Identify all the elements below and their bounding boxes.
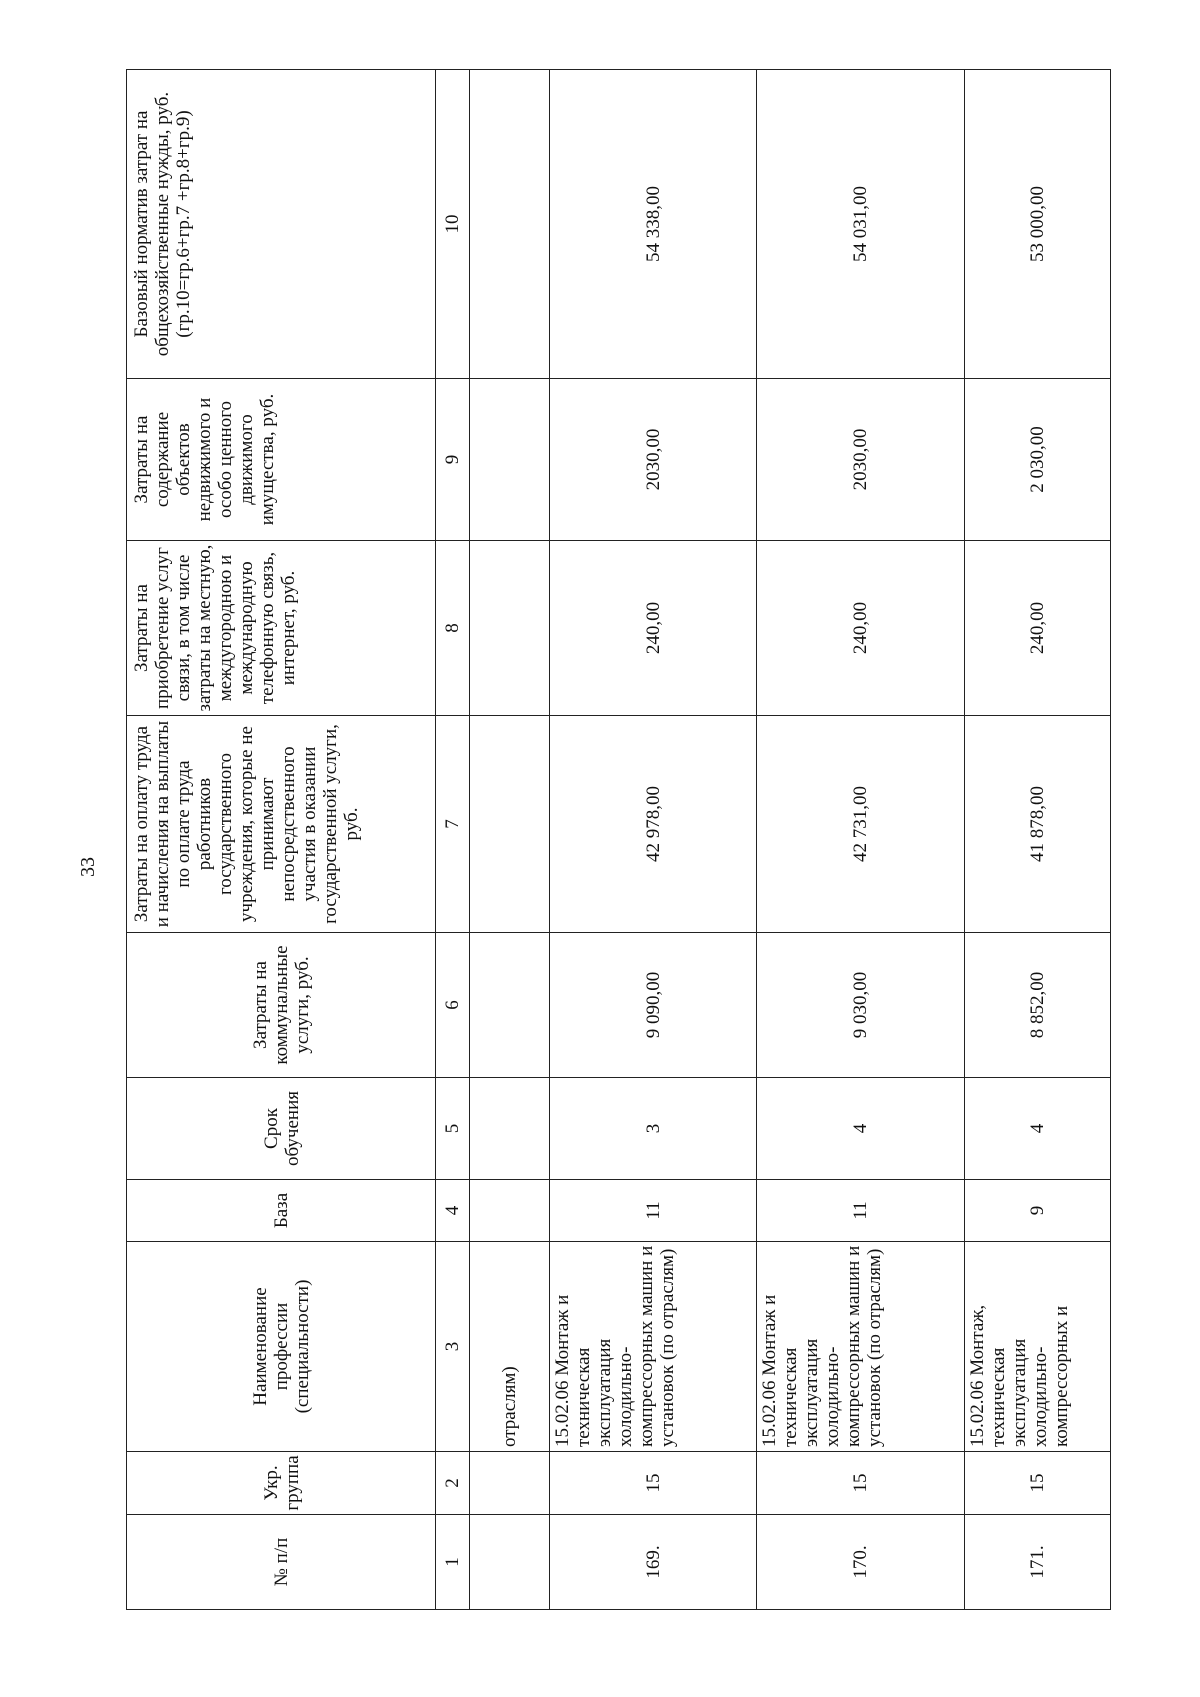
table-row bbox=[757, 70, 965, 1610]
cost-norms-table bbox=[126, 69, 1111, 1610]
col-num-8: 8 bbox=[435, 541, 469, 716]
col-num-2: 2 bbox=[435, 1452, 469, 1515]
row-total: 54 031,00 bbox=[757, 70, 965, 379]
header-total: Базовый норматив затрат на общехозяйственные нужды, руб. (гр.10=гр.6+гр.7 +гр.8+гр.9) bbox=[127, 70, 436, 379]
col-num-7: 7 bbox=[435, 716, 469, 933]
header-term: Срок обучения bbox=[127, 1078, 436, 1180]
row-group: 15 bbox=[965, 1452, 1111, 1515]
row-property: 2030,00 bbox=[549, 379, 757, 541]
page-number: 33 bbox=[77, 857, 99, 877]
row-name: 15.02.06 Монтаж, техническая эксплуатация холодильно-компрессорных и bbox=[965, 1242, 1111, 1452]
table-row bbox=[965, 70, 1111, 1610]
header-row bbox=[127, 70, 436, 1610]
col-num-9: 9 bbox=[435, 379, 469, 541]
header-property: Затраты на содержание объектов недвижимого и особо ценного движимого имущества, руб. bbox=[127, 379, 436, 541]
row-group: 15 bbox=[757, 1452, 965, 1515]
header-base: База bbox=[127, 1180, 436, 1242]
column-number-row bbox=[435, 70, 469, 1610]
row-total: 53 000,00 bbox=[965, 70, 1111, 379]
row-property: 2030,00 bbox=[757, 379, 965, 541]
row-num: 171. bbox=[965, 1515, 1111, 1610]
row-term: 3 bbox=[549, 1078, 757, 1180]
col-num-10: 10 bbox=[435, 70, 469, 379]
row-labor: 41 878,00 bbox=[965, 716, 1111, 933]
header-labor: Затраты на оплату труда и начисления на выплаты по оплате труда работников государственного учреждения, которые не принимают непосредственного участия в оказании государственной услуги, руб. bbox=[127, 716, 436, 933]
row-num: 169. bbox=[549, 1515, 757, 1610]
row-communal: 9 090,00 bbox=[549, 933, 757, 1078]
col-num-5: 5 bbox=[435, 1078, 469, 1180]
row-base: 11 bbox=[549, 1180, 757, 1242]
row-base: 9 bbox=[965, 1180, 1111, 1242]
row-property: 2 030,00 bbox=[965, 379, 1111, 541]
row-total: 54 338,00 bbox=[549, 70, 757, 379]
row-labor: 42 731,00 bbox=[757, 716, 965, 933]
header-num: № п/п bbox=[127, 1515, 436, 1610]
table-row bbox=[549, 70, 757, 1610]
header-communal: Затраты на коммунальные услуги, руб. bbox=[127, 933, 436, 1078]
col-num-3: 3 bbox=[435, 1242, 469, 1452]
row-communication: 240,00 bbox=[965, 541, 1111, 716]
row-term: 4 bbox=[757, 1078, 965, 1180]
row-communal: 9 030,00 bbox=[757, 933, 965, 1078]
row-communal: 8 852,00 bbox=[965, 933, 1111, 1078]
header-name: Наименование профессии (специальности) bbox=[127, 1242, 436, 1452]
col-num-4: 4 bbox=[435, 1180, 469, 1242]
row-communication: 240,00 bbox=[549, 541, 757, 716]
row-name: 15.02.06 Монтаж и техническая эксплуатация холодильно-компрессорных машин и установок (по отраслям) bbox=[757, 1242, 965, 1452]
row-group: 15 bbox=[549, 1452, 757, 1515]
col-num-6: 6 bbox=[435, 933, 469, 1078]
header-group: Укр. группа bbox=[127, 1452, 436, 1515]
row-name: 15.02.06 Монтаж и техническая эксплуатация холодильно-компрессорных машин и установок (по отраслям) bbox=[549, 1242, 757, 1452]
header-communication: Затраты на приобретение услуг связи, в том числе затраты на местную, междугородною и международную телефонную связь, интернет, руб. bbox=[127, 541, 436, 716]
row-base: 11 bbox=[757, 1180, 965, 1242]
row-num: 170. bbox=[757, 1515, 965, 1610]
row-labor: 42 978,00 bbox=[549, 716, 757, 933]
continuation-row bbox=[469, 70, 549, 1610]
rotated-table-wrapper bbox=[126, 70, 1111, 1610]
row-term: 4 bbox=[965, 1078, 1111, 1180]
continuation-text: отраслям) bbox=[469, 1242, 549, 1452]
col-num-1: 1 bbox=[435, 1515, 469, 1610]
row-communication: 240,00 bbox=[757, 541, 965, 716]
